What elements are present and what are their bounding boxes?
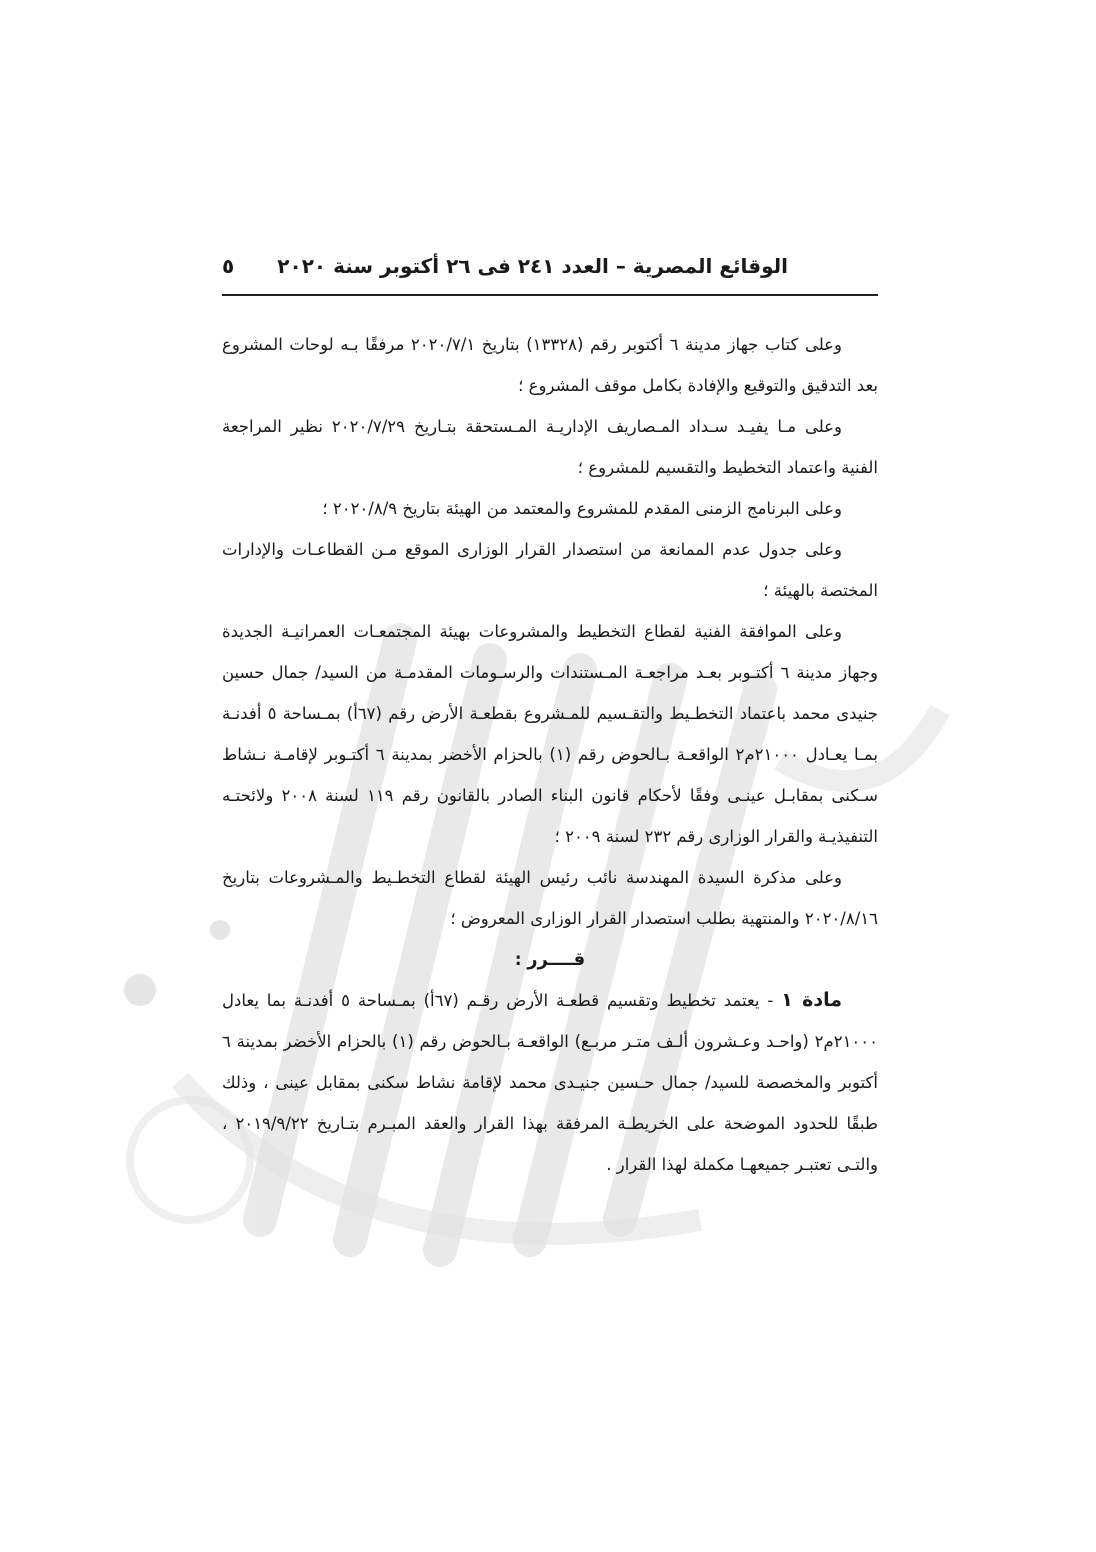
decree-heading <box>222 939 878 980</box>
article-label: مادة ١ <box>781 989 843 1011</box>
paragraph: وعلى مذكرة السيدة المهندسة نائب رئيس الهيئة لقطاع التخطـيط والمـشروعات بتاريخ ٢٠٢٠/٨/١٦ والمنتهية بطلب استصدار القرار الوزارى المعروض ؛ <box>222 868 878 928</box>
page-header <box>222 250 878 290</box>
paragraph: وعلى البرنامج الزمنى المقدم للمشروع والمعتمد من الهيئة بتاريخ ٢٠٢٠/٨/٩ ؛ <box>322 499 842 518</box>
article-1 <box>222 980 878 1185</box>
paragraph: وعلى الموافقة الفنية لقطاع التخطيط والمشروعات بهيئة المجتمعـات العمرانيـة الجديدة وجهاز مدينة ٦ أكتـوبر بعـد مراجعـة المـستندات والرسـومات المقدمـة من السيد/ جمال حسين جنيدى محمد باعتماد التخطـيط والتقـسيم للمـشروع بقطعـة الأرض رقم (٦٧أ) بمـساحة ٥ أفدنـة بمـا يعـادل ٢١٠٠٠م٢ الواقعـة بـالحوض رقم (١) بالحزام الأخضر بمدينة ٦ أكتـوبر لإقامـة نـشاط سـكنى بمقابـل عينـى وفقًا لأحكام قانون البناء الصادر بالقانون رقم ١١٩ لسنة ٢٠٠٨ ولائحتـه التنفيذيـة والقرار الوزارى رقم ٢٣٢ لسنة ٢٠٠٩ ؛ <box>222 622 879 846</box>
document-body <box>222 324 878 1185</box>
paragraph: وعلى جدول عدم الممانعة من استصدار القرار الوزارى الموقع مـن القطاعـات والإدارات المختصة بالهيئة ؛ <box>222 540 878 600</box>
paragraph: وعلى كتاب جهاز مدينة ٦ أكتوبر رقم (١٣٣٢٨) بتاريخ ٢٠٢٠/٧/١ مرفقًا بـه لوحات المشروع بعد التدقيق والتوقيع والإفادة بكامل موقف المشروع ؛ <box>222 335 878 395</box>
gazette-title: الوقائع المصرية – العدد ٢٤١ فى ٢٦ أكتوبر سنة ٢٠٢٠ <box>277 254 788 278</box>
decree-heading-word: قــــرر <box>527 949 586 970</box>
paragraph: وعلى مـا يفيـد سـداد المـصاريف الإداريـة المـستحقة بتـاريخ ٢٠٢٠/٧/٢٩ نظير المراجعة الفنية واعتماد التخطيط والتقسيم للمشروع ؛ <box>222 417 878 477</box>
header-divider <box>222 294 878 296</box>
decree-heading-colon: : <box>514 950 528 969</box>
article-text: - يعتمد تخطيط وتقسيم قطعـة الأرض رقـم (٦٧أ) بمـساحة ٥ أفدنـة بما يعادل ٢١٠٠٠م٢ (واحـد وعـشرون ألـف متـر مربـع) الواقعـة بـالحوض رقم (١) بالحزام الأخضر بمدينة ٦ أكتوبر والمخصصة للسيد/ جمال حـسين جنيـدى محمد لإقامة نشاط سكنى بمقابل عينى ، وذلك طبقًا للحدود الموضحة على الخريطـة المرفقة بهذا القرار والعقد المبـرم بتـاريخ ٢٠١٩/٩/٢٢ ، والتـى تعتبـر جميعهـا مكملة لهذا القرار . <box>222 991 879 1174</box>
page-number: ٥ <box>222 254 235 278</box>
